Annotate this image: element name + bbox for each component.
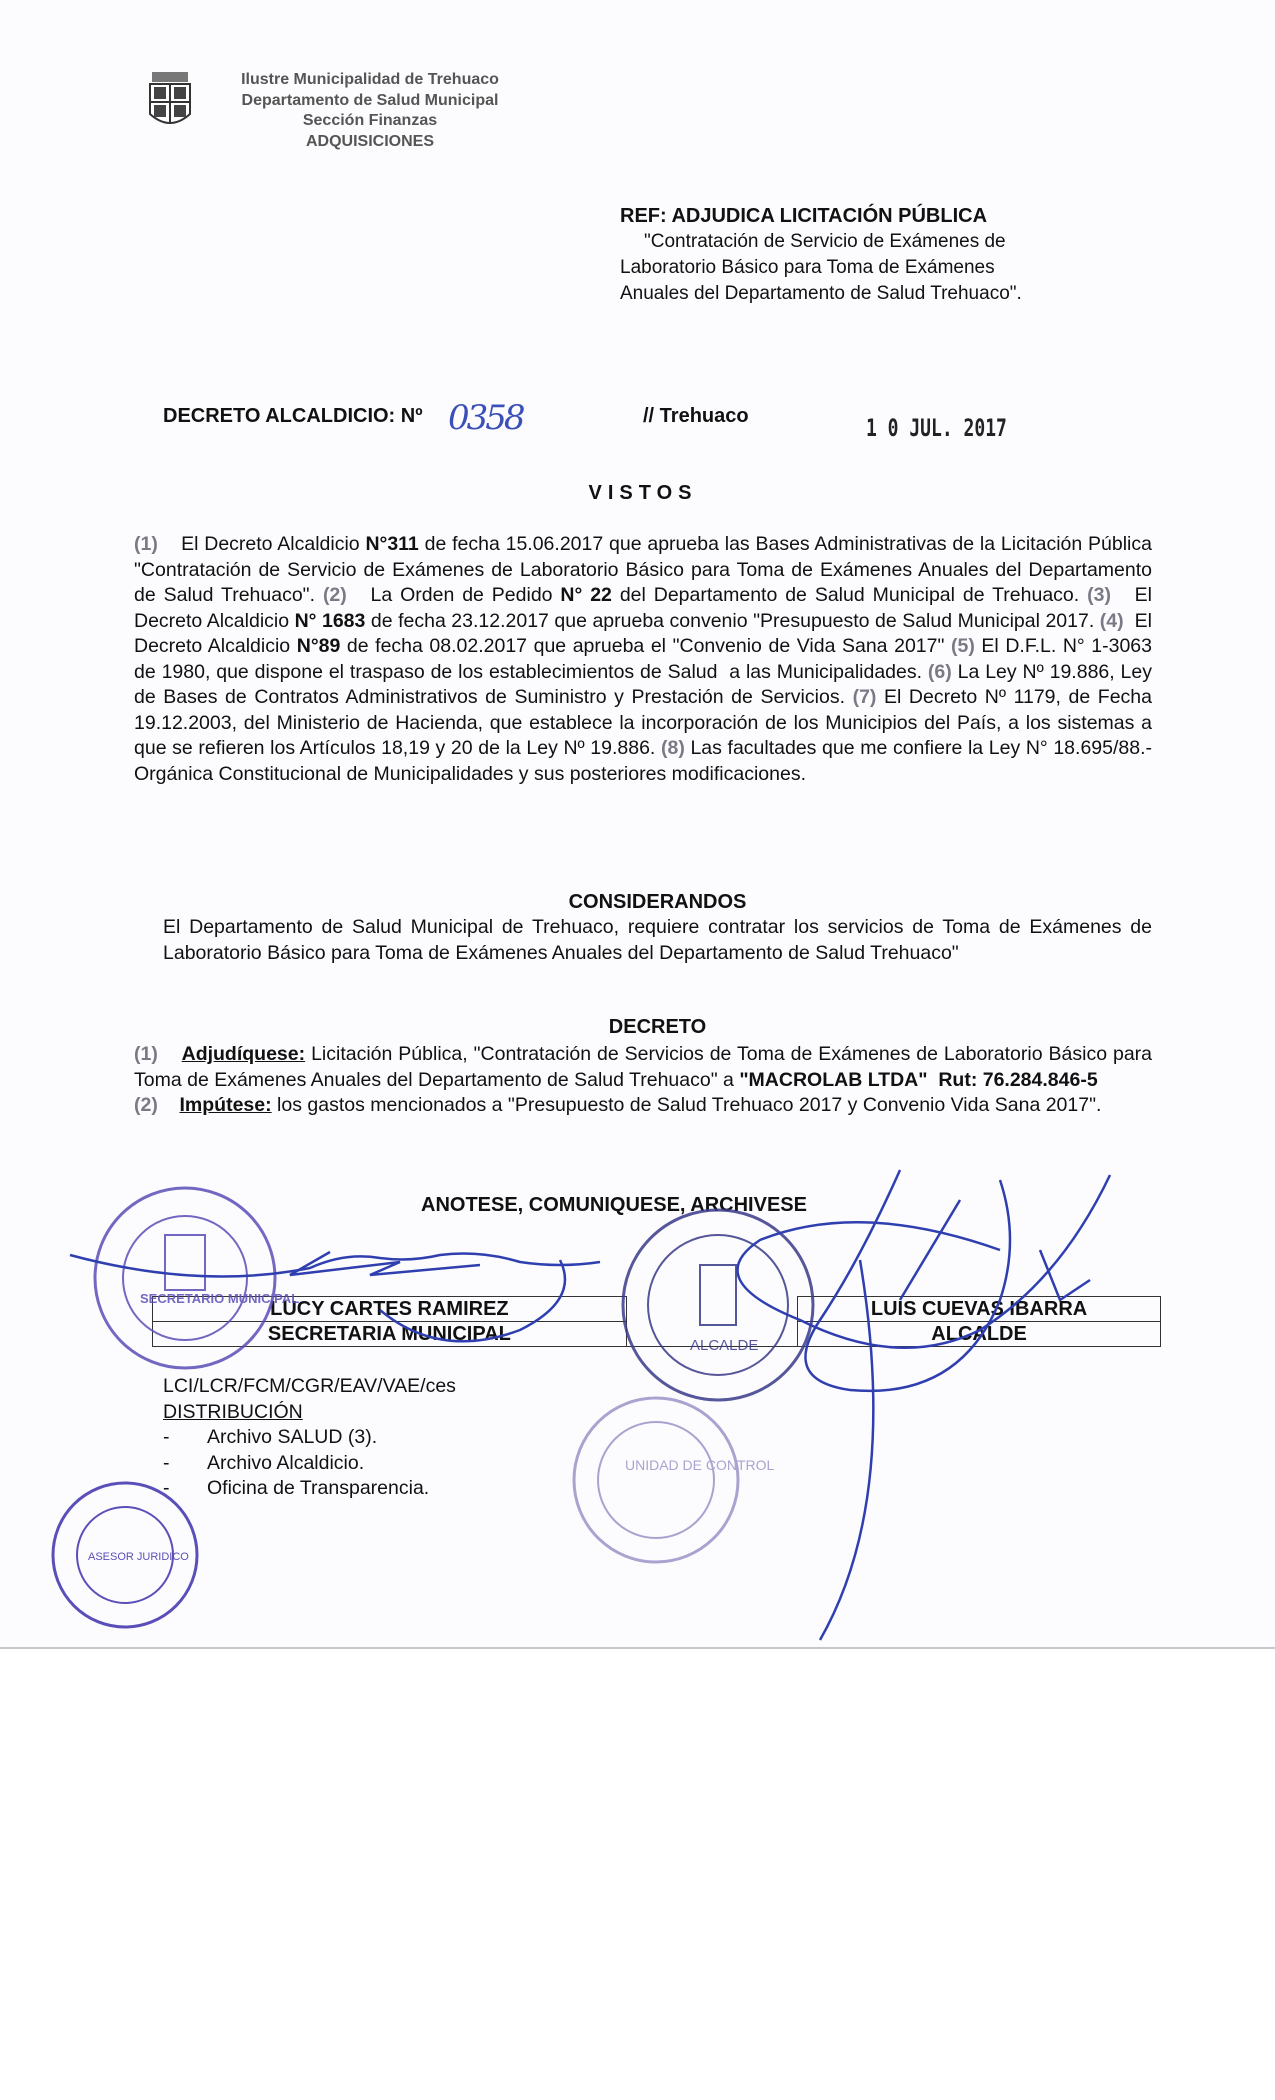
body-text: El D.F.L. N° 1-3063 de 1980, que dispone el traspaso de los establecimientos de Salud a las Municipalidades. — [134, 635, 1158, 683]
body-text: Las facultades que me confiere la Ley N° 18.695/88.- Orgánica Constitucional de Municipalidades y sus posteriores modificaciones. — [134, 737, 1163, 785]
letterhead-line: Departamento de Salud Municipal — [241, 91, 499, 109]
vistos-paragraph — [134, 532, 1163, 787]
body-text: El Decreto Alcaldicio — [134, 609, 1158, 657]
considerandos-paragraph: El Departamento de Salud Municipal de Trehuaco, requiere contratar los servicios de Toma de Exámenes de Laboratorio Básico para Toma de Exámenes Anuales del Departamento de Salud Trehuaco" — [163, 916, 1152, 964]
initials: LCI/LCR/FCM/CGR/EAV/VAE/ces — [163, 1375, 456, 1397]
control-unit-stamp — [574, 1398, 775, 1562]
emphasis-text: N° 22 — [560, 584, 612, 606]
stamp-text: UNIDAD DE CONTROL — [625, 1457, 775, 1473]
decree-place: // Trehuaco — [643, 405, 749, 427]
decree-label: DECRETO ALCALDICIO: Nº — [163, 405, 423, 427]
body-text: El Decreto Alcaldicio — [134, 584, 1158, 632]
item-number: (8) — [660, 737, 685, 759]
signature-table — [152, 1296, 1161, 1347]
item-number: (5) — [950, 635, 975, 657]
body-text — [158, 1043, 182, 1065]
considerandos-heading: CONSIDERANDOS — [568, 891, 747, 913]
body-text: La Ley Nº 19.886, Ley de Bases de Contratos Administrativos de Suministro y Prestación de Servicios. — [134, 660, 1158, 708]
body-text — [158, 1094, 180, 1116]
body-text: de fecha 23.12.2017 que aprueba convenio "Presupuesto de Salud Municipal 2017. — [365, 609, 1100, 632]
item-number: (6) — [927, 660, 952, 683]
item-number: (4) — [1099, 609, 1124, 632]
distribution-heading: DISTRIBUCIÓN — [163, 1400, 303, 1423]
reference-line: Laboratorio Básico para Toma de Exámenes — [620, 257, 995, 278]
stamp-text: ASESOR JURIDICO — [88, 1551, 189, 1563]
item-number: (2) — [134, 1094, 158, 1116]
item-number: (1) — [134, 533, 158, 555]
legal-advisor-stamp — [53, 1483, 197, 1627]
emphasis-text: N° 1683 — [294, 609, 366, 632]
distribution-item: - Archivo Alcaldicio. — [163, 1451, 456, 1477]
emphasis-text: N°311 — [365, 533, 419, 555]
body-text: los gastos mencionados a "Presupuesto de Salud Trehuaco 2017 y Convenio Vida Sana 2017". — [271, 1094, 1102, 1116]
letterhead-line: Ilustre Municipalidad de Trehuaco — [241, 71, 499, 88]
municipal-crest-logo — [146, 70, 194, 132]
distribution-item: - Oficina de Transparencia. — [163, 1476, 456, 1502]
date-stamp: 1 0 JUL. 2017 — [866, 414, 1007, 442]
body-text: de fecha 15.06.2017 que aprueba las Bases Administrativas de la Licitación Pública "Contratación de Servicio de Exámenes de Laboratorio Básico para Toma de Exámenes Anuales del Departamento de Salud Trehuaco". — [134, 533, 1163, 606]
body-text: del Departamento de Salud Municipal de Trehuaco. — [611, 584, 1088, 606]
emphasis-text: N°89 — [296, 635, 341, 657]
body-text: El Decreto Nº 1179, de Fecha 19.12.2003, del Ministerio de Hacienda, que establece la incorporación de los Municipios del País, a los sistemas a que se refieren los Artículos 18,19 y 20 de la Ley Nº 19.886. — [134, 686, 1158, 759]
reference-line: Anuales del Departamento de Salud Trehuaco". — [620, 283, 1022, 304]
action-keyword: Impútese: — [179, 1094, 272, 1116]
letterhead-line: Sección Finanzas — [302, 112, 438, 129]
closing-line: ANOTESE, COMUNIQUESE, ARCHIVESE — [421, 1194, 807, 1216]
body-text: El Decreto Alcaldicio — [157, 533, 366, 555]
item-number: (3) — [1087, 584, 1111, 606]
emphasis-text: "MACROLAB LTDA" Rut: 76.284.846-5 — [739, 1068, 1098, 1091]
secretary-name: LUCY CARTES RAMIREZ — [153, 1297, 627, 1322]
item-number: (2) — [322, 584, 347, 606]
mayor-title: ALCALDE — [798, 1322, 1161, 1347]
decreto-heading: DECRETO — [608, 1016, 707, 1038]
reference-title: REF: ADJUDICA LICITACIÓN PÚBLICA — [620, 205, 988, 227]
mayor-name: LUIS CUEVAS IBARRA — [798, 1297, 1161, 1322]
item-number: (7) — [852, 686, 877, 708]
body-text: de fecha 08.02.2017 que aprueba el "Convenio de Vida Sana 2017" — [340, 635, 951, 657]
letterhead-line: ADQUISICIONES — [305, 132, 434, 150]
distribution-block — [163, 1374, 456, 1502]
decreto-paragraph — [134, 1042, 1158, 1119]
stamp-text: ALCALDE — [690, 1337, 759, 1354]
body-text: Licitación Pública, "Contratación de Servicios de Toma de Exámenes de Laboratorio Básico para Toma de Exámenes Anuales del Departamento de Salud Trehuaco" a — [134, 1043, 1158, 1091]
action-keyword: Adjudíquese: — [181, 1043, 306, 1065]
vistos-heading: VISTOS — [588, 482, 698, 504]
body-text: La Orden de Pedido — [346, 584, 561, 606]
item-number: (1) — [134, 1043, 158, 1065]
reference-block — [620, 203, 1140, 307]
reference-line: "Contratación de Servicio de Exámenes de — [644, 231, 1006, 252]
distribution-item: - Archivo SALUD (3). — [163, 1425, 456, 1451]
decree-number-handwritten: 0358 — [448, 398, 523, 438]
letterhead — [200, 70, 540, 152]
stamp-text: SECRETARIO MUNICIPAL — [140, 1291, 300, 1306]
secretary-title: SECRETARIA MUNICIPAL — [153, 1322, 627, 1347]
